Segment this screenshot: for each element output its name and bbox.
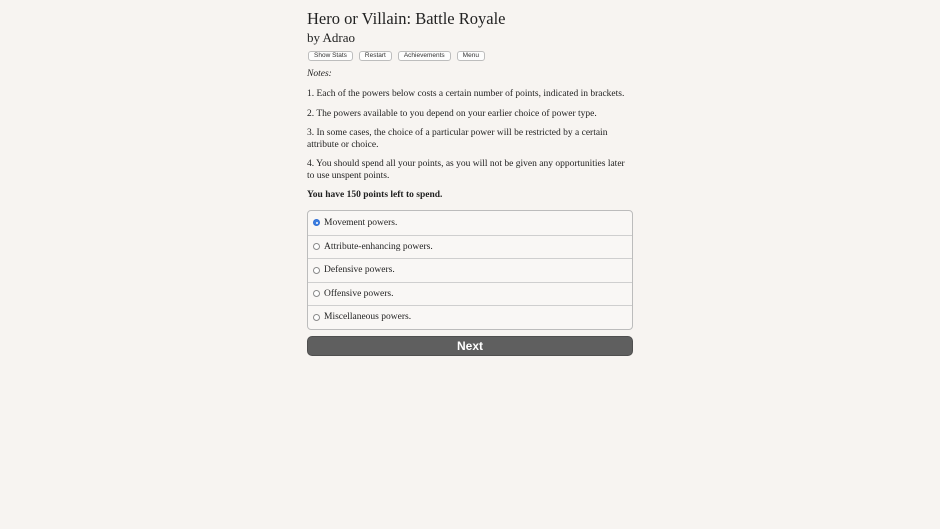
radio-button[interactable] (313, 267, 320, 274)
note-paragraph-4: 4. You should spend all your points, as you will not be given any opportunities later to use unspent points. (307, 159, 625, 181)
choice-label: Movement powers. (324, 217, 398, 228)
restart-button[interactable]: Restart (359, 51, 392, 61)
show-stats-button[interactable]: Show Stats (308, 51, 353, 61)
note-paragraph-3: 3. In some cases, the choice of a particular power will be restricted by a certain attribute or choice. (307, 128, 608, 150)
choice-option-movement[interactable] (308, 211, 632, 235)
choice-option-attribute[interactable] (308, 235, 632, 259)
choice-label: Defensive powers. (324, 265, 395, 276)
choice-label: Attribute-enhancing powers. (324, 241, 433, 252)
choice-label: Offensive powers. (324, 288, 394, 299)
note-paragraph-1: 1. Each of the powers below costs a certain number of points, indicated in brackets. (307, 89, 625, 99)
choice-option-defensive[interactable] (308, 258, 632, 282)
choice-label: Miscellaneous powers. (324, 312, 412, 323)
choice-list (307, 210, 633, 330)
note-paragraph-2: 2. The powers available to you depend on your earlier choice of power type. (307, 109, 597, 119)
game-title: Hero or Villain: Battle Royale (307, 9, 506, 28)
radio-button[interactable] (313, 314, 320, 321)
toolbar (308, 51, 485, 61)
notes-label: Notes: (307, 69, 332, 79)
next-button[interactable]: Next (307, 336, 633, 356)
radio-button[interactable] (313, 243, 320, 250)
radio-button[interactable] (313, 219, 320, 226)
choice-option-offensive[interactable] (308, 282, 632, 306)
achievements-button[interactable]: Achievements (398, 51, 451, 61)
menu-button[interactable]: Menu (457, 51, 485, 61)
game-author: by Adrao (307, 30, 356, 45)
radio-button[interactable] (313, 290, 320, 297)
points-remaining: You have 150 points left to spend. (307, 190, 443, 200)
choice-option-miscellaneous[interactable] (308, 305, 632, 329)
